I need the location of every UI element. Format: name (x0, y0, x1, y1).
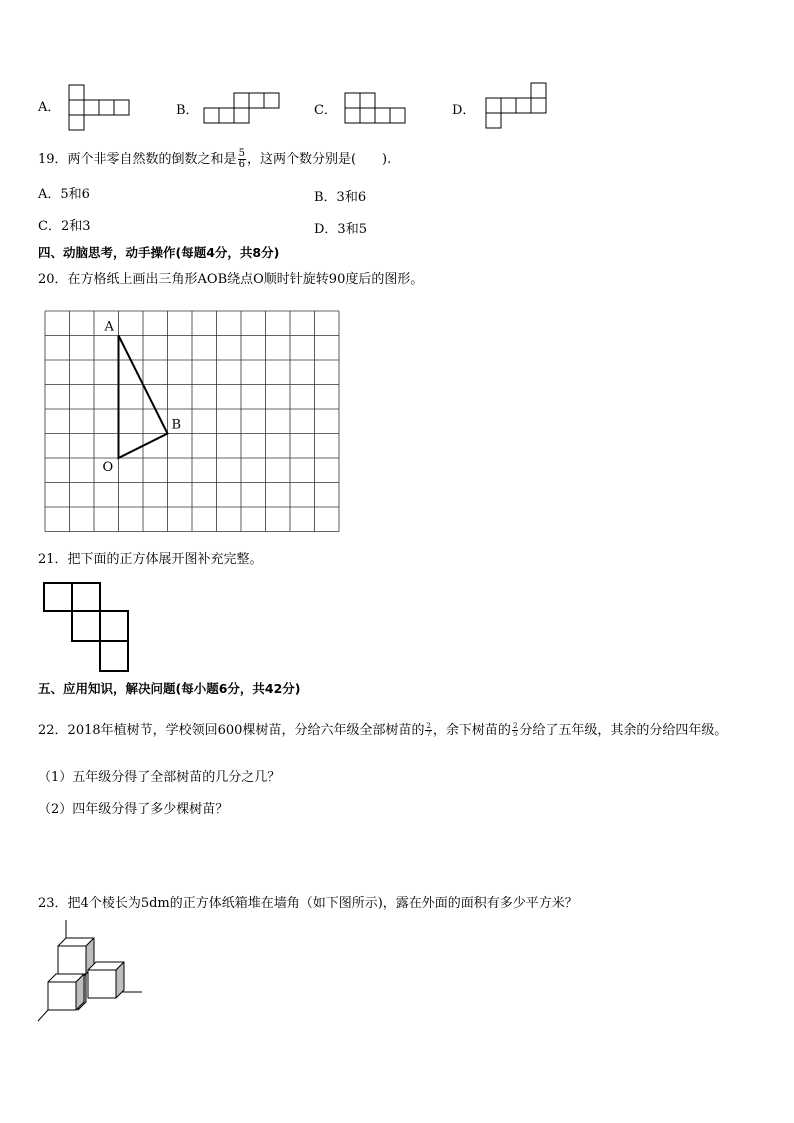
q18-option-c-label: C． (314, 103, 337, 118)
q18-net-a (68, 84, 130, 132)
q19-option-a: A．5和6 (38, 187, 90, 202)
q18-option-b-label: B． (176, 103, 199, 118)
q18-net-c (344, 92, 408, 125)
q19-option-c: C．2和3 (38, 219, 91, 234)
q21-cube-net (43, 582, 131, 674)
q18-option-d-label: D． (452, 103, 476, 118)
q22-sub-question-1: （1）五年级分得了全部树苗的几分之几？ (38, 770, 281, 785)
q22-fraction-2: $\frac{2}{5}$ (512, 722, 518, 738)
q20-grid (44, 310, 340, 532)
q22-question: 22．2018年植树节，学校领回600棵树苗，分给六年级全部树苗的 $\frac{2}{7}$ ，余下树苗的 $\frac{2}{5}$ 分给了五年级，其余的分给四年级。 (38, 722, 728, 738)
q18-net-b (203, 92, 281, 125)
q18-net-d (485, 82, 549, 130)
q22-fraction-1: $\frac{2}{7}$ (426, 722, 431, 738)
vertex-label-a: A (104, 319, 114, 335)
vertex-label-o: O (102, 460, 114, 475)
section-five-title: 五、应用知识，解决问题(每小题6分，共42分) (38, 681, 301, 696)
q22-sub-question-2: （2）四年级分得了多少棵树苗？ (38, 802, 229, 817)
q20-question: 20．在方格纸上画出三角形AOB绕点O顺时针旋转90度后的图形。 (38, 272, 424, 287)
vertex-label-b: B (171, 417, 182, 433)
q19-fraction: $\frac{5}{6}$ (238, 148, 245, 170)
q19-option-d: D．3和5 (314, 222, 367, 237)
q19-option-b: B．3和6 (314, 190, 367, 205)
section-four-title: 四、动脑思考，动手操作(每题4分，共8分) (38, 245, 280, 260)
q23-stacked-cubes-figure (36, 918, 146, 1024)
q21-question: 21．把下面的正方体展开图补充完整。 (38, 552, 263, 567)
q23-question: 23．把4个棱长为5dm的正方体纸箱堆在墙角（如下图所示)，露在外面的面积有多少平方米？ (38, 896, 578, 911)
q18-option-a-label: A． (38, 100, 61, 115)
q19-question: 19．两个非零自然数的倒数之和是 $\frac{5}{6}$ ，这两个数分别是( ). (38, 148, 392, 170)
